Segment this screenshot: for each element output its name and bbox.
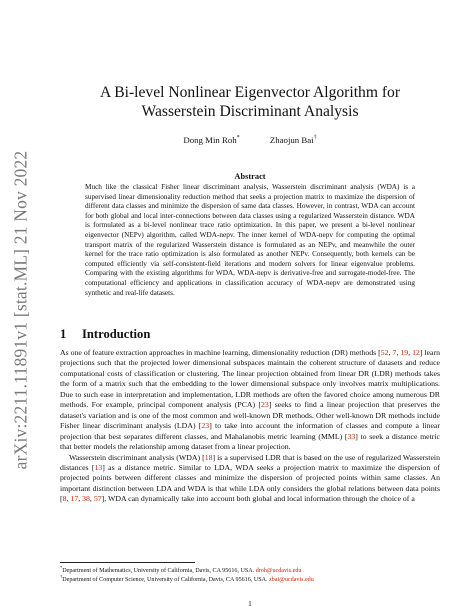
email-link[interactable]: droh@ucdavis.edu (255, 568, 302, 575)
author-mark: * (236, 135, 240, 142)
title-line-2: Wasserstein Discriminant Analysis (141, 102, 359, 120)
author-list (60, 135, 440, 145)
arxiv-side-stamp (6, 150, 36, 470)
arxiv-identifier: arXiv:2211.11891v1 [stat.ML] 21 Nov 2022 (10, 150, 31, 470)
citation-link[interactable]: 23 (201, 421, 210, 431)
paragraph-text: ] as a distance metric. Similar to LDA, WDA seeks a projection matrix to maximize the dispersion of projected points between different classes and minimize the dispersion of projected points within same classes. An important distinction between LDA and WDA is that while LDA only considers the global relations between data points [ (60, 462, 440, 504)
section-heading (60, 327, 150, 342)
author-mark: † (313, 135, 317, 142)
paragraph-text: , (89, 494, 94, 504)
citation-link[interactable]: 7 (392, 348, 397, 357)
abstract-heading: Abstract (234, 172, 266, 181)
author-name: Zhaojun Bai (269, 135, 314, 145)
paragraph-text: ], WDA can dynamically take into account both global and local information through the choice of a (101, 494, 415, 504)
footnote-mark: † (60, 574, 63, 579)
paragraph-text: ] is a supervised LDR that is based on the use of regularized Wasserstein distances [ (60, 452, 440, 472)
paragraph-text: , (388, 348, 393, 357)
paragraph-2 (60, 453, 440, 505)
author-1 (183, 135, 239, 145)
paragraph-1 (60, 348, 440, 453)
page-number: 1 (248, 599, 252, 608)
email-link[interactable]: zbai@ucdavis.edu (269, 577, 314, 584)
citation-link[interactable]: 8 (62, 494, 67, 504)
citation-link[interactable]: 23 (261, 400, 269, 410)
citation-link[interactable]: 33 (347, 431, 356, 441)
paragraph-text: Wasserstein discriminant analysis (WDA) [ (69, 452, 205, 462)
citation-link[interactable]: 57 (93, 494, 102, 504)
citation-link[interactable]: 19 (400, 348, 409, 357)
footnote-text: Department of Mathematics, University of California, Davis, CA 95616, USA. (62, 568, 256, 575)
paragraph-text: , (66, 494, 71, 504)
paragraph-text: ] seeks to find a linear projection that preserves the dataset's variation and is one of the most common and well-known DR methods. Other well-known DR methods include Fisher linear discriminant analysis (LDA) [ (60, 400, 440, 431)
author-2 (270, 135, 317, 145)
abstract-text: Much like the classical Fisher linear discriminant analysis, Wasserstein discriminant analysis (WDA) is a supervised linear dimensionality reduction method that seeks a projection matrix to maximize the dispersion of different data classes and minimize the dispersion of same data classes. However, in contrast, WDA can account for both global and local inter-connections between data classes using a regularized Wasserstein distance. WDA is formulated as a bi-level nonlinear trace ratio optimization. In this paper, we present a bi-level nonlinear eigenvector (NEPv) algorithm, called WDA-nepv. The inner kernel of WDA-nepv for computing the optimal transport matrix of the regularized Wasserstein distance is formulated as an NEPv, and meanwhile the outer kernel for the trace ratio optimization is also formulated as another NEPv. Consequently, both kernels can be computed efficiently via self-consistent-field iterations and modern solvers for linear eigenvalue problems. Comparing with the existing algorithms for WDA, WDA-nepv is derivative-free and surrogate-model-free. The computational efficiency and applications in classification accuracy of WDA-nepv are demonstrated using synthetic and real-life datasets. (85, 183, 415, 297)
title-line-1: A Bi-level Nonlinear Eigenvector Algorithm for (99, 84, 401, 101)
section-number: 1 (60, 327, 67, 341)
paragraph-text: , (78, 494, 83, 504)
paragraph-text: ] to take into account the information of classes and compute a linear projection that best separates different classes, and Mahalanobis metric learning (MML) [ (60, 421, 440, 441)
paragraph-text: As one of feature extraction approaches in machine learning, dimensionality reduction (DR) methods [ (60, 348, 381, 357)
citation-link[interactable]: 38 (82, 494, 90, 504)
citation-link[interactable]: 17 (70, 494, 79, 504)
section-body (60, 348, 440, 505)
citation-link[interactable]: 12 (412, 348, 420, 357)
paragraph-text: , (408, 348, 413, 357)
paper-title (60, 84, 440, 121)
footnote-2 (60, 573, 440, 584)
citation-link[interactable]: 18 (204, 452, 213, 462)
citation-link[interactable]: 13 (94, 462, 103, 472)
footnote-rule (60, 562, 195, 563)
paragraph-text: ] to seek a distance metric that better models the relationship among dataset from a linear projection. (60, 431, 440, 452)
footnote-mark: * (60, 565, 63, 570)
paragraph-text: , (396, 348, 401, 357)
section-title: Introduction (82, 327, 151, 341)
paragraph-text: ] learn projections such that the projected lower dimensional subspaces maintain the coherent structure of datasets and reduce computational costs of classification or clustering. The linear projection obtained from linear DR (LDR) methods takes the form of a matrix such that the embedding to the lower dimensional subspace only involves matrix multiplications. Due to such ease in interpretation and implementation, LDR methods are often the favored choice among numerous DR methods. For example, principal component analysis (PCA) [ (60, 348, 441, 410)
footnote-text: Department of Computer Science, University of California, Davis, CA 95616, USA. (62, 577, 270, 584)
citation-link[interactable]: 52 (380, 348, 389, 357)
author-name: Dong Min Roh (183, 135, 237, 145)
